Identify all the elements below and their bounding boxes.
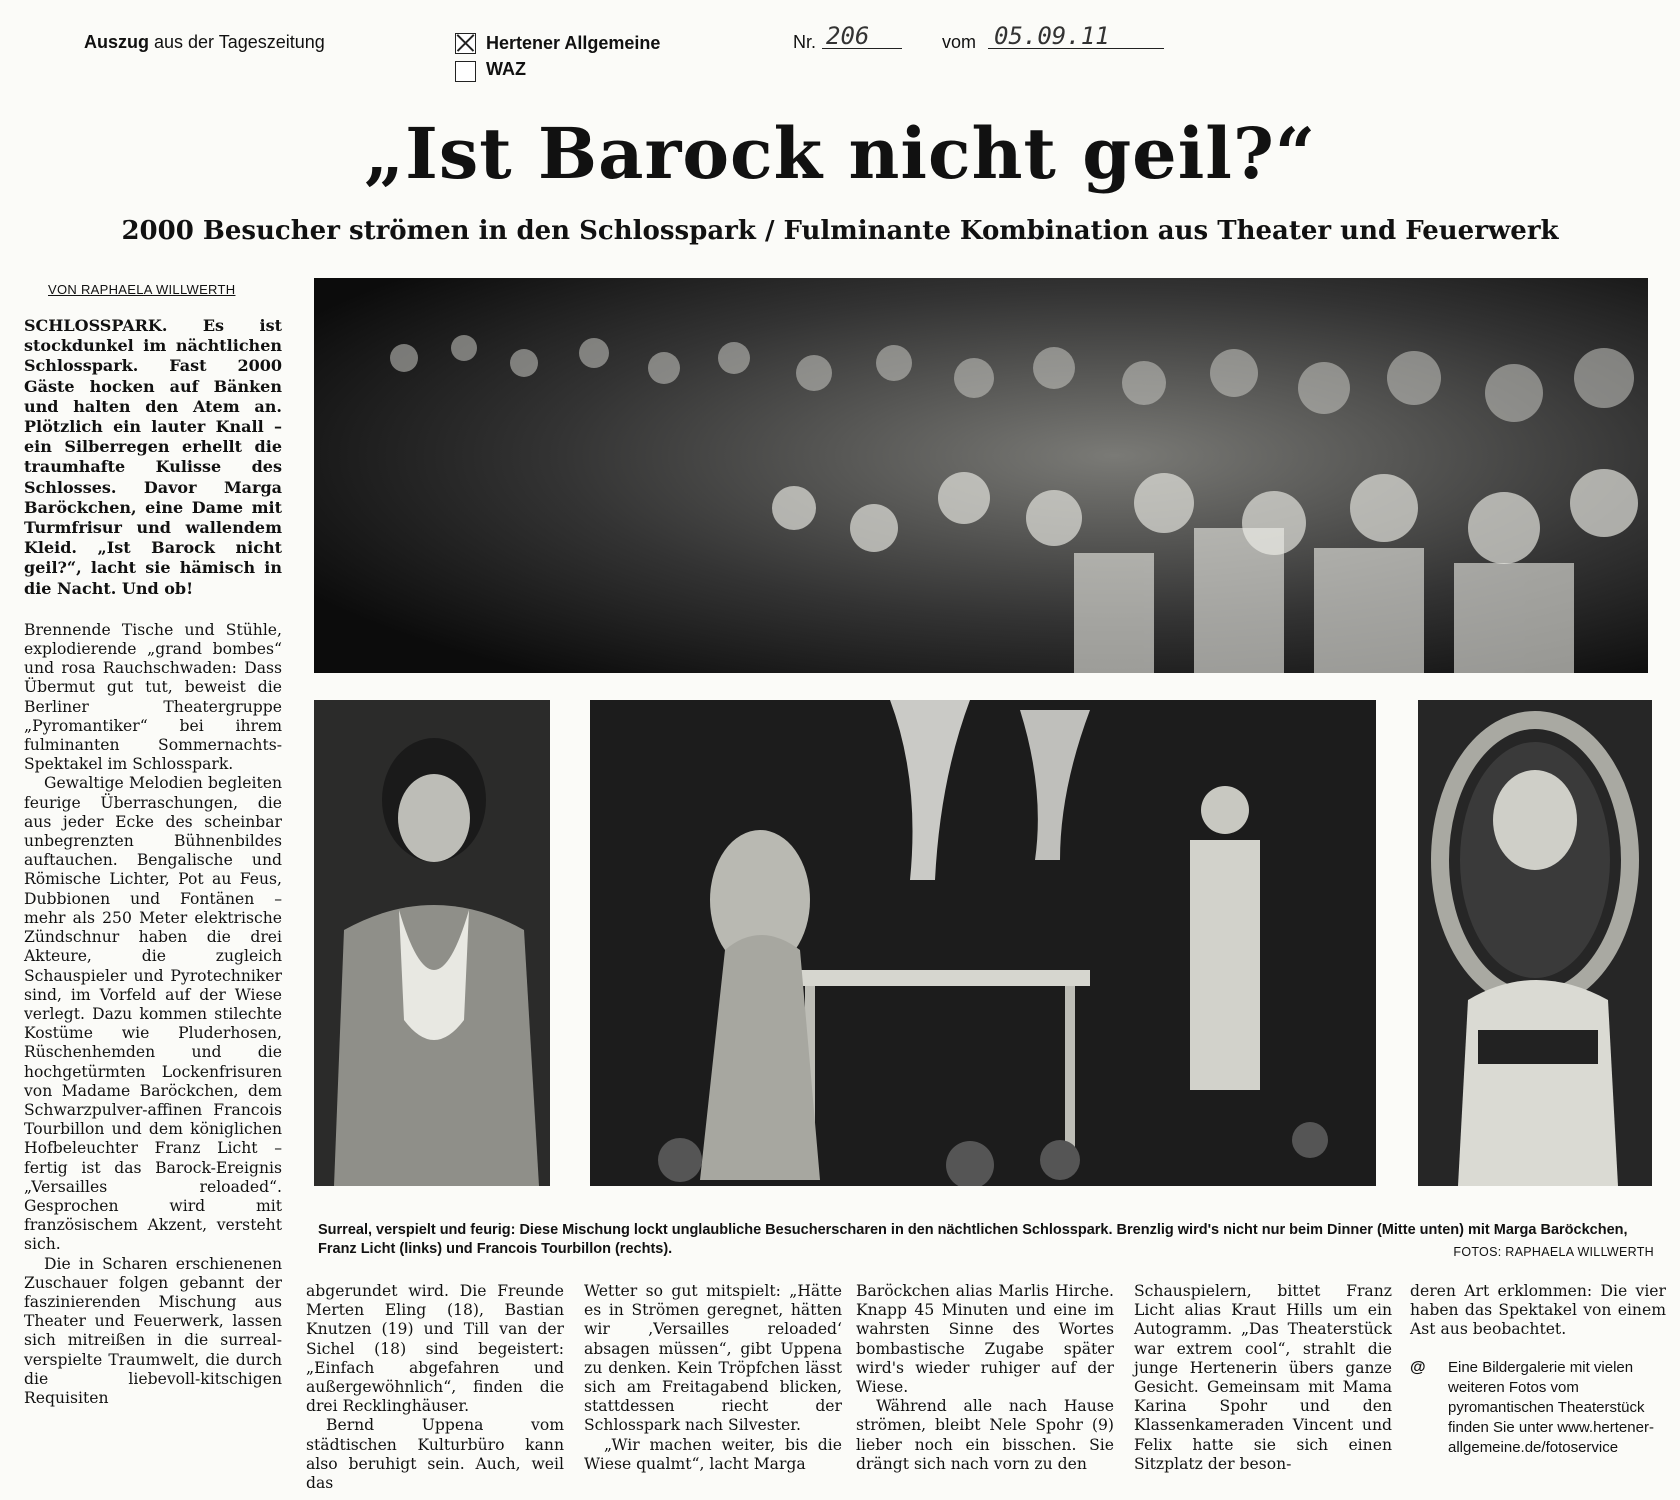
byline: VON RAPHAELA WILLWERTH [48,282,236,297]
lead-paragraph [24,316,282,599]
issue-number-field [822,24,902,49]
date-value: 05.09.11 [994,22,1110,50]
clipping-label [84,32,325,53]
column-1 [24,316,282,1408]
caption-text: Diese Mischung lockt unglaubliche Besucherscharen in den nächtlichen Schlosspark. Brenzlig wird's nicht nur beim Dinner (Mitte unten) mit Marga Baröckchen, Franz Licht (links) und Francois Tourbillon (rechts). [318,1222,1628,1257]
paragraph-3: Die in Scharen erschienenen Zuschauer folgen gebannt der faszinierenden Mischung aus Theater und Feuerwerk, lassen sich mitreißen in die surreal-verspielte Traumwelt, die durch die liebevoll-kitschigen Requisiten [24,1254,282,1407]
clipping-label-rest: aus der Tageszeitung [149,32,325,52]
caption-bold: Surreal, verspielt und feurig: [318,1222,516,1238]
column-5-text: Schauspielern, bittet Franz Licht alias Kraut Hills um ein Autogramm. „Das Theaterstück war extrem cool“, strahlt die junge Hertenerin übers ganze Gesicht. Gemeinsam mit Mama Karina Spohr und den Klassenkameraden Vincent und Felix hatte sie sich einen Sitzplatz der beson- [1134,1282,1392,1473]
column-4-text: Baröckchen alias Marlis Hirche. Knapp 45 Minuten und eine im wahrsten Sinne des Wortes bombastische Zugabe später wird's wieder ruhiger auf der Wiese. [856,1282,1114,1397]
photo-audience [314,278,1648,673]
photo-dinner-scene [590,700,1376,1186]
column-3 [584,1282,842,1474]
paragraph-1: Brennende Tische und Stühle, explodierende „grand bombes“ und rosa Rauchschwaden: Dass Übermut gut tut, beweist die Berliner Theatergruppe „Pyromantiker“ bei ihrem fulminanten Sommernachts-Spektakel im Schlosspark. [24,620,282,774]
column-2-text: abgerundet wird. Die Freunde Merten Eling (18), Bastian Knutzen (19) und Till van der Sichel (18) sind begeistert: „Einfach abgefahren und außergewöhnlich“, finden die drei Recklinghäuser. [306,1282,564,1416]
web-gallery-note [1410,1358,1666,1458]
photo-franz-licht [314,700,550,1186]
paper-option-waz: WAZ [486,59,526,79]
web-gallery-text[interactable]: Eine Bildergalerie mit vielen weiteren Fotos vom pyromantischen Theaterstück finden Sie unter www.hertener-allgemeine.de/fotoservice [1448,1359,1654,1456]
headline: „Ist Barock nicht geil?“ [363,112,1317,195]
column-2 [306,1282,564,1493]
column-4-text-b: Während alle nach Hause strömen, bleibt Nele Spohr (9) lieber noch ein bisschen. Sie drängt sich nach vorn zu den [856,1397,1114,1473]
column-3-text: Wetter so gut mitspielt: „Hätte es in Strömen geregnet, hätten wir ‚Versailles reloaded‘ absagen müssen“, gibt Uppena zu denken. Kein Tröpfchen lässt sich am Freitagabend blicken, stattdessen riecht der Schlosspark nach Silvester. [584,1282,842,1435]
clipping-label-bold: Auszug [84,32,149,52]
at-icon: @ [1410,1359,1426,1376]
lead-place: SCHLOSSPARK. [24,316,168,335]
date-label: vom [942,32,977,52]
column-4 [856,1282,1114,1474]
column-5 [1134,1282,1392,1474]
checkbox-hertener-allgemeine[interactable] [455,33,476,54]
lead-text: Es ist stockdunkel im nächtlichen Schlosspark. Fast 2000 Gäste hocken auf Bänken und halten den Atem an. Plötzlich ein lauter Knall – ein Silberregen erhellt die traumhafte Kulisse des Schlosses. Davor Marga Baröckchen, eine Dame mit Turmfrisur und wallendem Kleid. „Ist Barock nicht geil?“, lacht sie hämisch in die Nacht. Und ob! [24,316,282,598]
photo-francois-tourbillon [1418,700,1652,1186]
paragraph-2: Gewaltige Melodien begleiten feurige Überraschungen, die aus jeder Ecke des scheinbar unbegrenzten Bühnenbildes auftauchen. Bengalische und Römische Lichter, Pot au Feus, Dubbionen und Fontänen – mehr als 250 Meter elektrische Zündschnur haben die drei Akteure, die zugleich Schauspieler und Pyrotechniker sind, im Vorfeld auf der Wiese verlegt. Dazu kommen stilechte Kostüme wie Pluderhosen, Rüschenhemden und die hochgetürmten Lockenfrisuren von Madame Baröckchen, dem Schwarzpulver-affinen Francois Tourbillon und dem königlichen Hofbeleuchter Franz Licht – fertig ist das Barock-Ereignis „Versailles reloaded“. Gesprochen wird mit französischem Akzent, versteht sich. [24,774,282,1254]
column-3-text-b: „Wir machen weiter, bis die Wiese qualmt“, lacht Marga [584,1435,842,1473]
photo-audience-image [314,278,1648,673]
column-6 [1410,1282,1666,1340]
photo-franz-licht-image [314,700,550,1186]
checkbox-waz[interactable] [455,61,476,82]
photo-credit: FOTOS: RAPHAELA WILLWERTH [1453,1245,1654,1259]
photo-dinner-scene-image [590,700,1376,1186]
photo-francois-tourbillon-image [1418,700,1652,1186]
subheadline: 2000 Besucher strömen in den Schlosspark / Fulminante Kombination aus Theater und Feuerwerk [121,216,1559,246]
column-2-text-b: Bernd Uppena vom städtischen Kulturbüro kann also beruhigt sein. Auch, weil das [306,1416,564,1493]
issue-number-value: 206 [826,22,870,50]
date-field [988,24,1164,49]
column-6-text: deren Art erklommen: Die vier haben das Spektakel von einem Ast aus beobachtet. [1410,1282,1666,1339]
paper-option-hertener: Hertener Allgemeine [486,33,661,53]
issue-number-label: Nr. [793,32,817,52]
